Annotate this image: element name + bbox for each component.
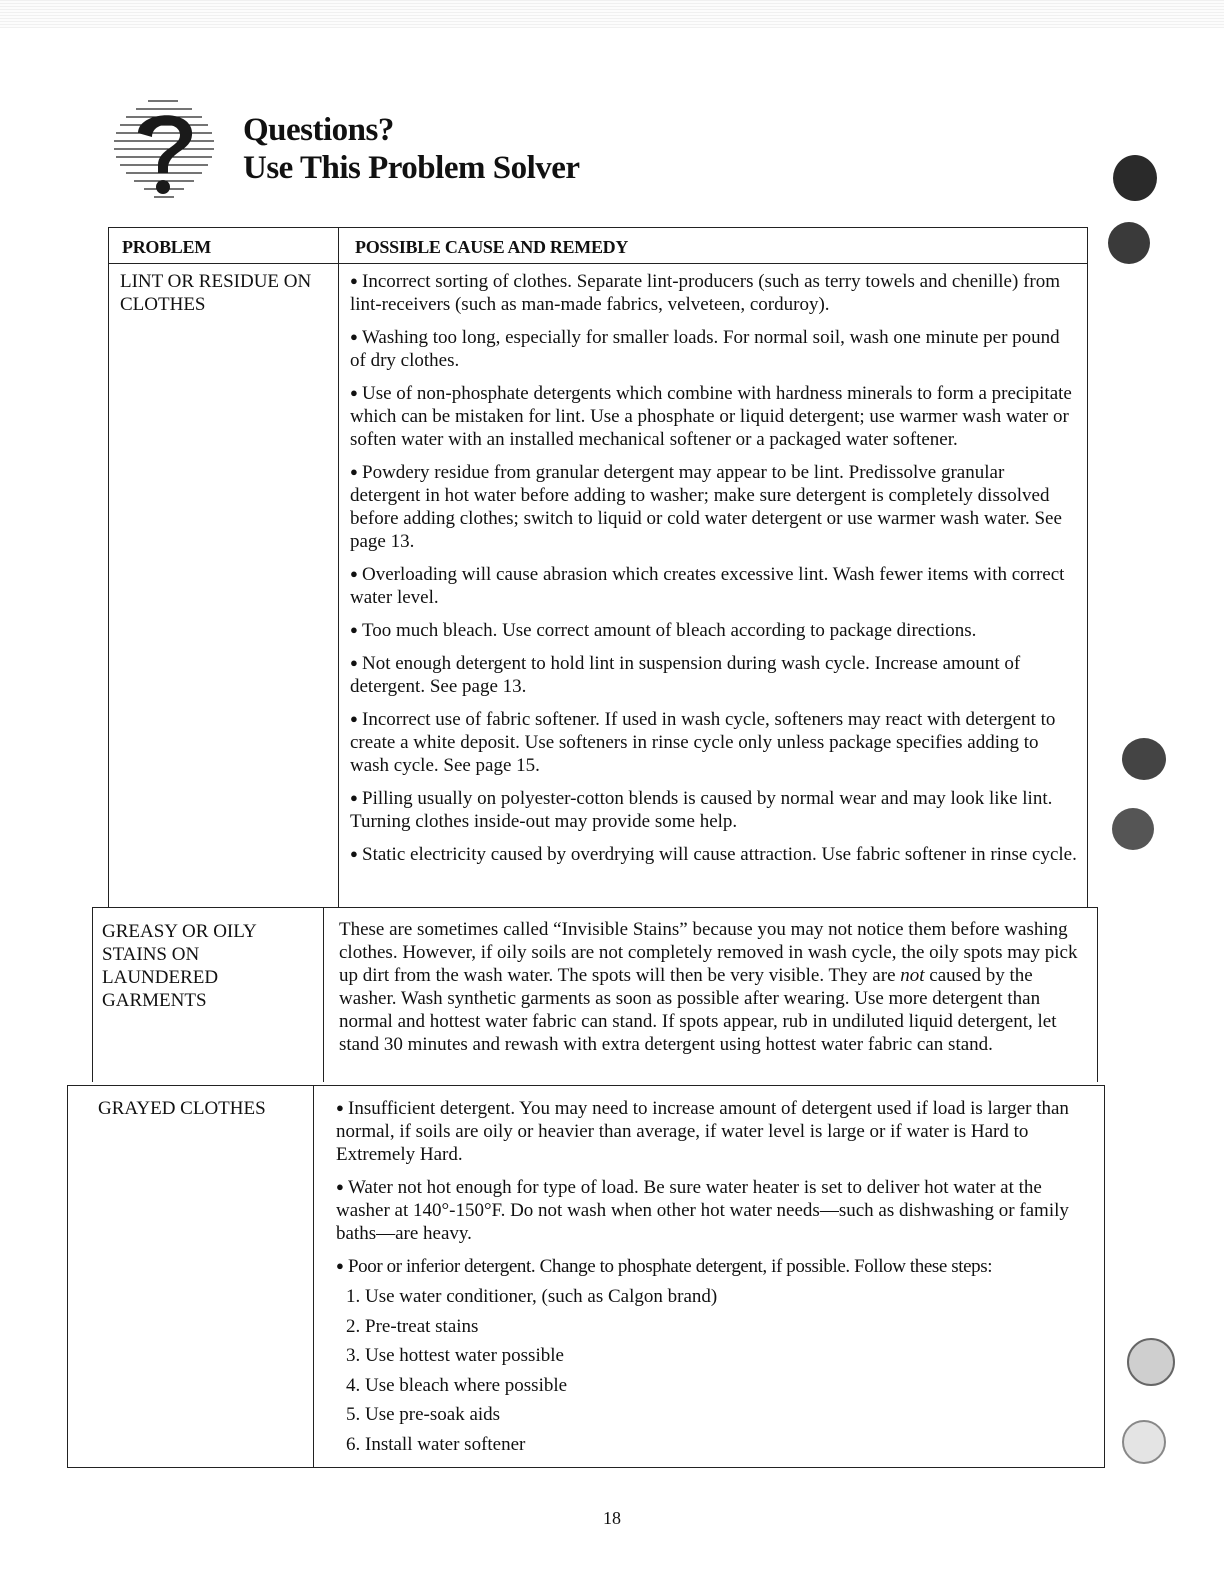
- binder-hole-mark: [1112, 808, 1154, 850]
- binder-hole-mark: [1122, 738, 1166, 780]
- problem-grayed: GRAYED CLOTHES: [98, 1098, 266, 1119]
- step-item: 5. Use pre-soak aids: [346, 1404, 501, 1425]
- column-divider: [338, 228, 339, 908]
- scan-top-band: [0, 0, 1224, 28]
- remedy-item: ● Pilling usually on polyester-cotton blends is caused by normal wear and may look like lint. Turning clothes inside-out may provide some help.: [350, 788, 1053, 832]
- step-item: 2. Pre-treat stains: [346, 1315, 479, 1337]
- remedy-item: ● Insufficient detergent. You may need to increase amount of detergent used if load is larger than normal, if soils are oily or heavier than average, if water level is large or if water is Hard to Extremely Hard.: [336, 1098, 1069, 1165]
- problem-table-section-grayed: [67, 1085, 1105, 1468]
- remedy-item: ● Use of non-phosphate detergents which combine with hardness minerals to form a precipitate which can be mistaken for lint. Use a phosphate or liquid detergent; use warmer wash water or soften water with an installed mechanical softener or a packaged water softener.: [350, 383, 1072, 450]
- column-divider: [323, 908, 324, 1082]
- title-line-2: Use This Problem Solver: [243, 150, 580, 186]
- remedy-item: ● Not enough detergent to hold lint in suspension during wash cycle. Increase amount of detergent. See page 13.: [350, 653, 1021, 697]
- step-item: 4. Use bleach where possible: [346, 1374, 568, 1396]
- column-header-problem: PROBLEM: [122, 237, 211, 257]
- remedy-item: ● Incorrect use of fabric softener. If used in wash cycle, softeners may react with detergent to create a white deposit. Use softeners in rinse cycle only unless package specifies adding to wash cycle. See page 15.: [350, 709, 1056, 776]
- column-divider: [313, 1086, 314, 1467]
- problem-greasy: GREASY OR OILY STAINS ON LAUNDERED GARMENTS: [102, 921, 256, 1011]
- remedy-item: ● Too much bleach. Use correct amount of bleach according to package directions.: [350, 620, 977, 641]
- problem-table-section-greasy: [92, 907, 1098, 1082]
- binder-hole-mark: [1127, 1338, 1175, 1386]
- binder-hole-mark: [1122, 1420, 1166, 1464]
- remedy-list-lint: [350, 269, 1078, 875]
- remedy-item: ● Water not hot enough for type of load. Be sure water heater is set to deliver hot water at the washer at 140°-150°F. Do not wash when other hot water needs—such as dishwashing or family baths—are heavy.: [336, 1177, 1069, 1244]
- step-item: 3. Use hottest water possible: [346, 1345, 564, 1366]
- remedy-greasy: These are sometimes called “Invisible Stains” because you may not notice them before washing clothes. However, if oily soils are not completely removed in wash cycle, the oily spots may pick up dirt from the wash water. The spots will then be very visible. They are not caused by the washer. Wash synthetic garments as soon as possible after wearing. Use more detergent than normal and hottest water fabric can stand. If spots appear, rub in undiluted liquid detergent, let stand 30 minutes and rewash with extra detergent using hottest water fabric can stand.: [339, 919, 1078, 1055]
- problem-lint: LINT OR RESIDUE ON CLOTHES: [120, 271, 312, 315]
- page-header: [108, 95, 668, 210]
- title-line-1: Questions?: [243, 112, 394, 148]
- binder-hole-mark: [1113, 155, 1157, 201]
- header-divider: [109, 263, 1087, 264]
- remedy-item: ● Static electricity caused by overdrying will cause attraction. Use fabric softener in rinse cycle.: [350, 844, 1077, 865]
- remedy-list-grayed: [336, 1096, 1096, 1459]
- binder-hole-mark: [1108, 222, 1150, 264]
- remedy-item: ● Poor or inferior detergent. Change to phosphate detergent, if possible. Follow these steps:: [336, 1256, 993, 1277]
- page-title: [243, 111, 580, 187]
- problem-table-section-lint: [108, 227, 1088, 908]
- step-item: 1. Use water conditioner, (such as Calgon brand): [346, 1286, 718, 1307]
- remedy-item: ● Overloading will cause abrasion which creates excessive lint. Wash fewer items with correct water level.: [350, 564, 1065, 608]
- page-number: 18: [603, 1508, 621, 1528]
- remedy-item: ● Powdery residue from granular detergent may appear to be lint. Predissolve granular detergent in hot water before adding to washer; make sure detergent is completely dissolved before adding clothes; switch to liquid or cold water detergent or use warmer wash water. See page 13.: [350, 462, 1062, 552]
- question-mark-icon: [108, 95, 226, 207]
- remedy-item: ● Incorrect sorting of clothes. Separate lint-producers (such as terry towels and chenille) from lint-receivers (such as man-made fabrics, velveteen, corduroy).: [350, 271, 1060, 315]
- step-item: 6. Install water softener: [346, 1433, 526, 1455]
- steps-list: [346, 1282, 1096, 1459]
- column-header-remedy: POSSIBLE CAUSE AND REMEDY: [355, 237, 629, 257]
- remedy-item: ● Washing too long, especially for smaller loads. For normal soil, wash one minute per pound of dry clothes.: [350, 327, 1060, 371]
